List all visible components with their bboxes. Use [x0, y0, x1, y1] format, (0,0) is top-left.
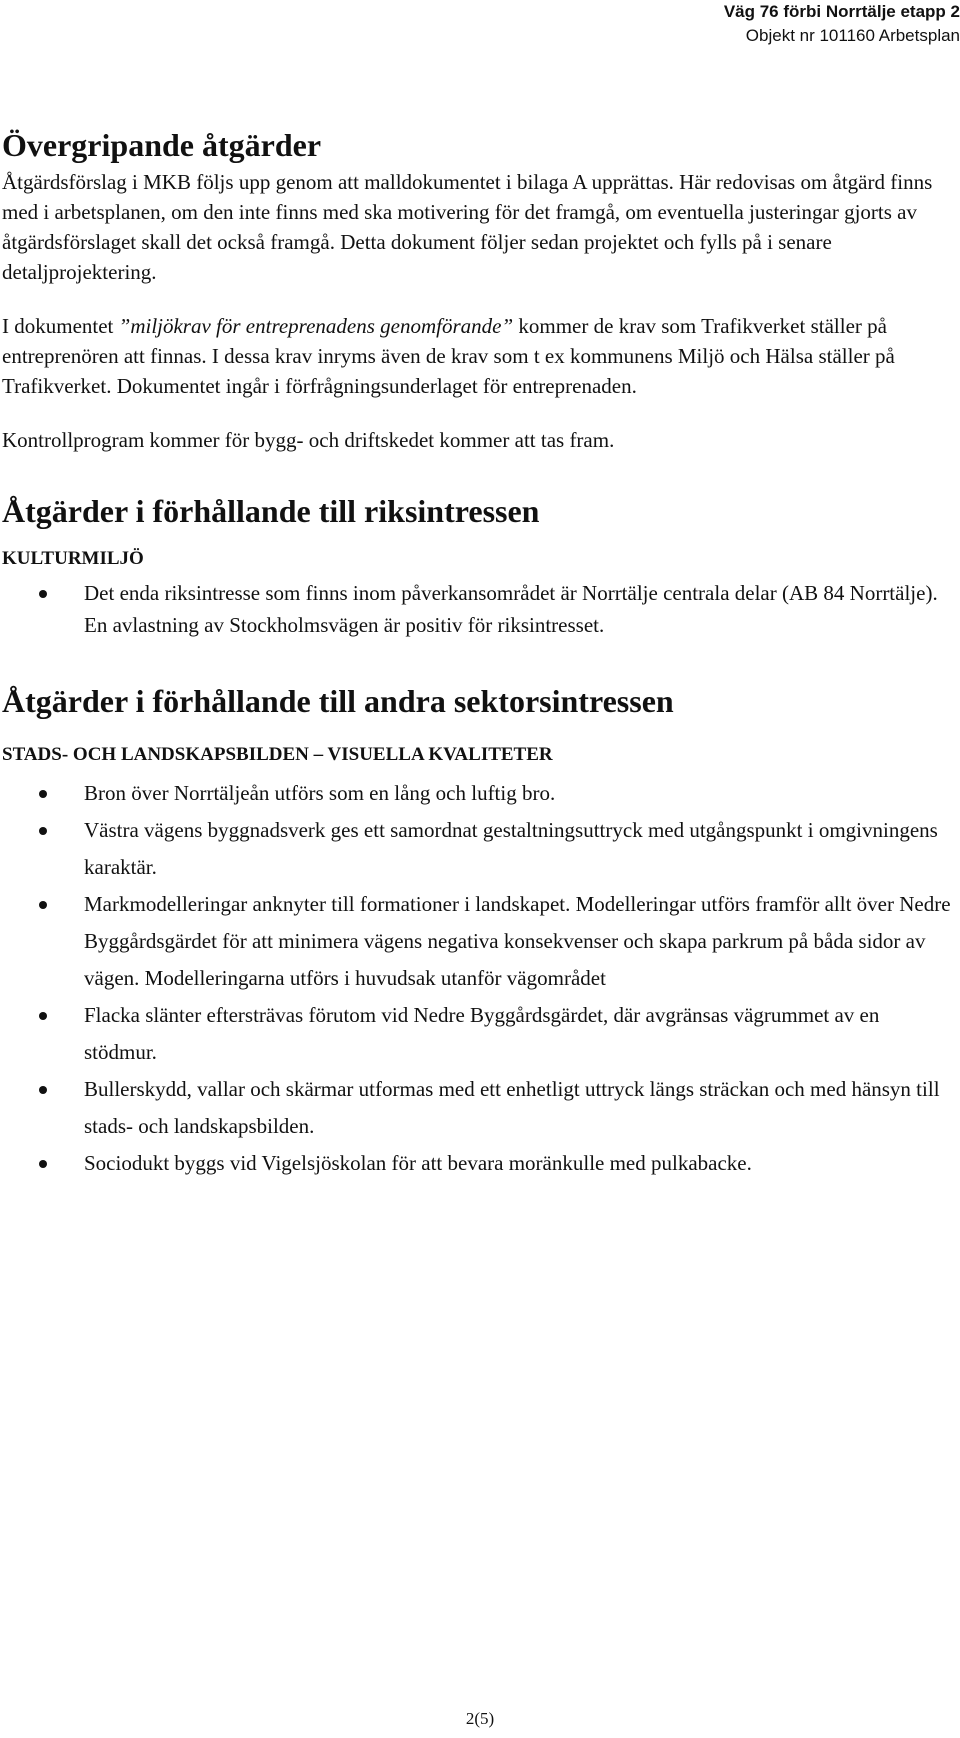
- list-item: Bullerskydd, vallar och skärmar utformas med ett enhetligt uttryck längs sträckan och med hänsyn till stads- och landskapsbilden.: [2, 1071, 954, 1145]
- document-title: Väg 76 förbi Norrtälje etapp 2: [723, 2, 960, 21]
- heading-overgripande: Övergripande åtgärder: [2, 127, 322, 163]
- subheading-kulturmiljo: KULTURMILJÖ: [2, 548, 144, 569]
- document-body: [2, 125, 954, 1182]
- paragraph-miljokrav-start: I dokumentet: [2, 314, 119, 338]
- heading-sektorsintressen: Åtgärder i förhållande till andra sektorsintressen: [2, 683, 674, 719]
- paragraph-kontrollprogram: Kontrollprogram kommer för bygg- och driftskedet kommer att tas fram.: [2, 428, 615, 452]
- paragraph-miljokrav: [2, 311, 954, 401]
- list-item: Markmodelleringar anknyter till formationer i landskapet. Modelleringar utförs framför allt över Nedre Byggårdsgärdet för att minimera vägens negativa konsekvenser och skapa parkrum på båda sidor av vägen. Modelleringarna utförs i huvudsak utanför vägområdet: [2, 886, 954, 997]
- subheading-stadsbild: STADS- OCH LANDSKAPSBILDEN – VISUELLA KVALITETER: [2, 744, 553, 765]
- paragraph-intro: Åtgärdsförslag i MKB följs upp genom att malldokumentet i bilaga A upprättas. Här redovisas om åtgärd finns med i arbetsplanen, om den inte finns med ska motivering för det framgå, om eventuella justeringar gjorts av åtgärdsförslaget skall det också framgå. Detta dokument följer sedan projektet och fylls på i senare detaljprojektering.: [2, 170, 933, 284]
- list-stadsbild: [2, 775, 954, 1182]
- page-number: 2(5): [465, 1709, 495, 1728]
- paragraph-miljokrav-end: kommer de krav som Trafikverket ställer på entreprenören att finnas. I dessa krav inryms även de krav som t ex kommunens Miljö och Hälsa ställer på Trafikverket. Dokumentet ingår i förfrågningsunderlaget för entreprenaden.: [2, 314, 895, 398]
- page-footer: [0, 1708, 960, 1730]
- heading-riksintressen: Åtgärder i förhållande till riksintressen: [2, 493, 540, 529]
- list-item: Bron över Norrtäljeån utförs som en lång och luftig bro.: [2, 775, 954, 812]
- page-header: [480, 0, 960, 48]
- list-item: Flacka slänter eftersträvas förutom vid Nedre Byggårdsgärdet, där avgränsas vägrummet av en stödmur.: [2, 997, 954, 1071]
- list-item: Det enda riksintresse som finns inom påverkansområdet är Norrtälje centrala delar (AB 84 Norrtälje). En avlastning av Stockholmsvägen är positiv för riksintresset.: [2, 577, 954, 641]
- list-item: Västra vägens byggnadsverk ges ett samordnat gestaltningsuttryck med utgångspunkt i omgivningens karaktär.: [2, 812, 954, 886]
- document-reference-italic: ”miljökrav för entreprenadens genomförande”: [118, 314, 514, 338]
- list-item: Sociodukt byggs vid Vigelsjöskolan för att bevara moränkulle med pulkabacke.: [2, 1145, 954, 1182]
- document-subtitle: Objekt nr 101160 Arbetsplan: [745, 26, 960, 45]
- list-kulturmiljo: [2, 577, 954, 641]
